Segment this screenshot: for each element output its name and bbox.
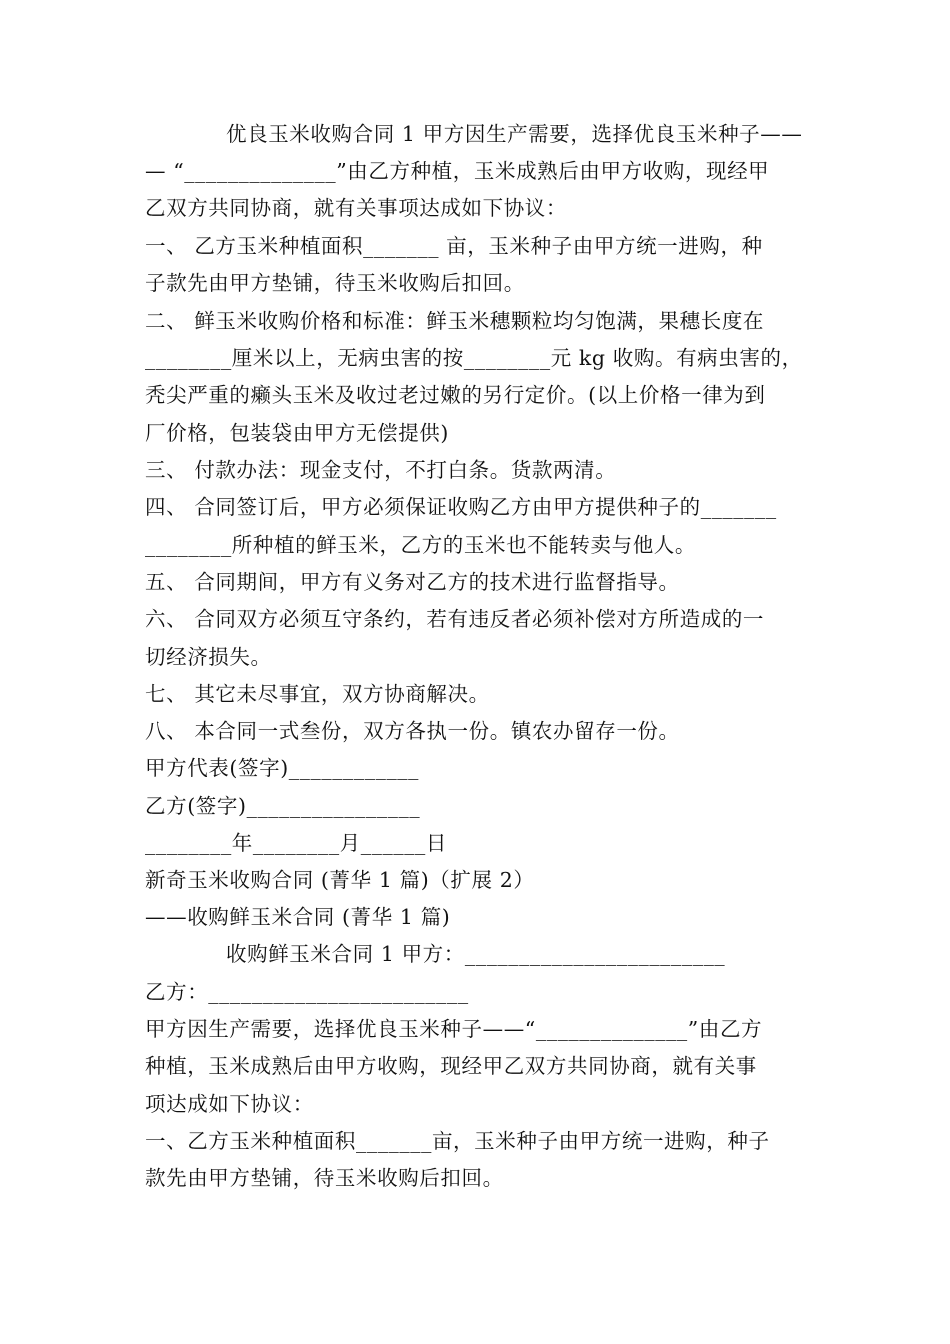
section-subheading: ——收购鲜玉米合同 (菁华 1 篇) xyxy=(145,905,451,929)
clause-4-line: 四、 合同签订后，甲方必须保证收购乙方由甲方提供种子的_______ xyxy=(145,495,777,519)
clause-2-line: 秃尖严重的癞头玉米及收过老过嫩的另行定价。(以上价格一律为到 xyxy=(145,383,766,407)
clause-4-line: ________所种植的鲜玉米，乙方的玉米也不能转卖与他人。 xyxy=(145,533,696,557)
clause-7-line: 七、 其它未尽事宜，双方协商解决。 xyxy=(145,682,490,706)
paragraph-line: 种植，玉米成熟后由甲方收购，现经甲乙双方共同协商，就有关事 xyxy=(145,1054,757,1078)
clause-1-line: 一、 乙方玉米种植面积_______ 亩，玉米种子由甲方统一进购，种 xyxy=(145,234,763,258)
contract-title-line: 优良玉米收购合同 1 甲方因生产需要，选择优良玉米种子—— xyxy=(226,122,803,146)
party-a-signature-line: 甲方代表(签字)____________ xyxy=(145,756,419,780)
contract-title-line: 收购鲜玉米合同 1 甲方：________________________ xyxy=(226,942,726,966)
clause-6-line: 六、 合同双方必须互守条约，若有违反者必须补偿对方所造成的一 xyxy=(145,607,765,631)
clause-1-line: 款先由甲方垫铺，待玉米收购后扣回。 xyxy=(145,1166,504,1190)
clause-2-line: 二、 鲜玉米收购价格和标准：鲜玉米穗颗粒均匀饱满，果穗长度在 xyxy=(145,309,765,333)
clause-5-line: 五、 合同期间，甲方有义务对乙方的技术进行监督指导。 xyxy=(145,570,680,594)
section-heading: 新奇玉米收购合同 (菁华 1 篇)（扩展 2） xyxy=(145,868,535,892)
clause-8-line: 八、 本合同一式叁份，双方各执一份。镇农办留存一份。 xyxy=(145,719,680,743)
clause-1-line: 子款先由甲方垫铺，待玉米收购后扣回。 xyxy=(145,271,525,295)
clause-2-line: ________厘米以上，无病虫害的按________元 kg 收购。有病虫害的， xyxy=(145,346,803,370)
paragraph-line: 乙双方共同协商，就有关事项达成如下协议： xyxy=(145,196,567,220)
party-b-line: 乙方：________________________ xyxy=(145,980,469,1004)
paragraph-line: — “______________”由乙方种植，玉米成熟后由甲方收购，现经甲 xyxy=(145,159,770,183)
date-line: ________年________月______日 xyxy=(145,831,447,855)
paragraph-line: 甲方因生产需要，选择优良玉米种子——“______________”由乙方 xyxy=(145,1017,763,1041)
clause-3-line: 三、 付款办法：现金支付，不打白条。货款两清。 xyxy=(145,458,617,482)
clause-6-line: 切经济损失。 xyxy=(145,645,272,669)
paragraph-line: 项达成如下协议： xyxy=(145,1092,314,1116)
party-b-signature-line: 乙方(签字)________________ xyxy=(145,794,421,818)
clause-1-line: 一、乙方玉米种植面积_______亩，玉米种子由甲方统一进购，种子 xyxy=(145,1129,770,1153)
clause-2-line: 厂价格，包装袋由甲方无偿提供) xyxy=(145,421,449,445)
